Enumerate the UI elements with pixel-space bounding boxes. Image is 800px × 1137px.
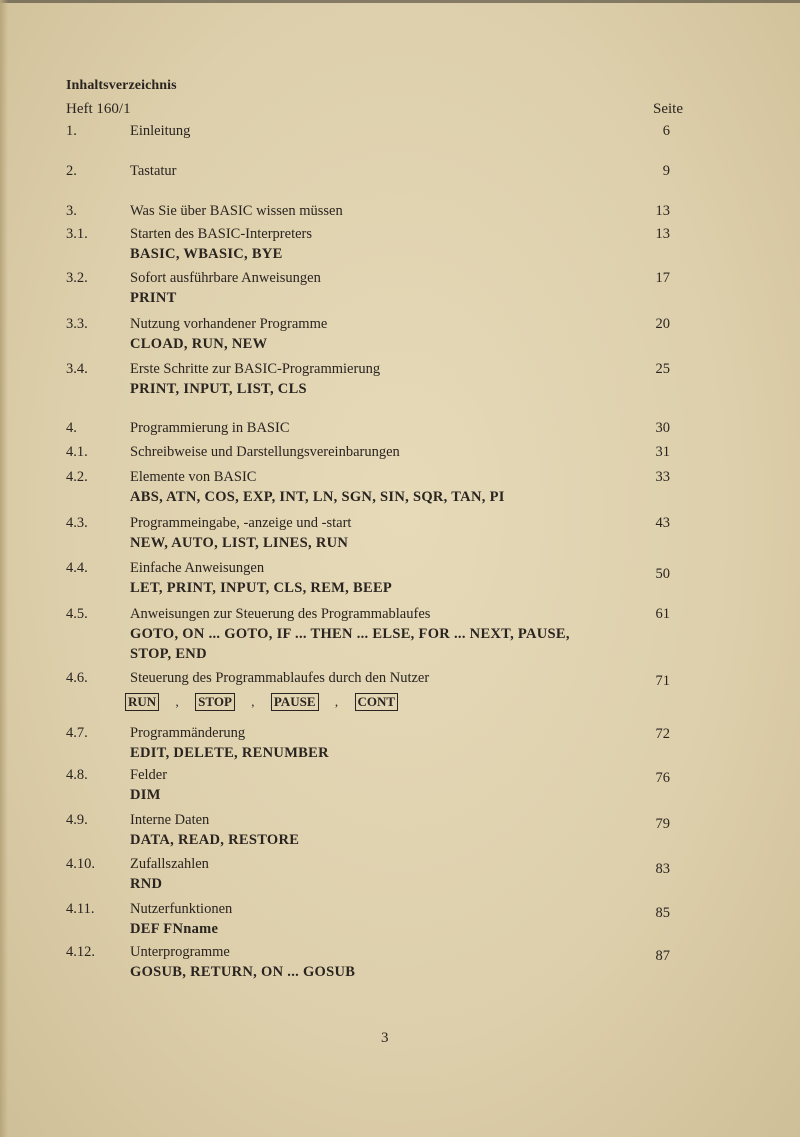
entry-number: 4.8. (66, 767, 88, 783)
entry-number: 4.3. (66, 515, 88, 531)
entry-page: 71 (655, 673, 670, 689)
entry-title: Unterprogramme (130, 944, 230, 960)
entry-page: 17 (655, 270, 670, 286)
entry-number: 4. (66, 420, 77, 436)
entry-page: 30 (655, 420, 670, 436)
entry-number: 1. (66, 123, 77, 139)
entry-page: 6 (662, 123, 670, 139)
entry-title: Programmeingabe, -anzeige und -start (130, 515, 352, 531)
entry-number: 4.9. (66, 812, 88, 828)
entry-keywords-continued: STOP, END (130, 646, 207, 662)
entry-number: 3.4. (66, 361, 88, 377)
pause-key: PAUSE (271, 693, 319, 711)
entry-number: 3. (66, 203, 77, 219)
entry-title: Sofort ausführbare Anweisungen (130, 270, 321, 286)
cont-key: CONT (355, 693, 399, 711)
stop-key: STOP (195, 693, 235, 711)
entry-page: 79 (655, 816, 670, 832)
top-edge-line (0, 0, 800, 3)
entry-page: 9 (662, 163, 670, 179)
page-number: 3 (381, 1030, 389, 1046)
entry-number: 4.1. (66, 444, 88, 460)
entry-keywords: GOSUB, RETURN, ON ... GOSUB (130, 964, 356, 980)
entry-page: 13 (655, 226, 670, 242)
entry-title: Einfache Anweisungen (130, 560, 265, 576)
entry-page: 76 (655, 770, 670, 786)
entry-keywords: EDIT, DELETE, RENUMBER (130, 745, 329, 761)
entry-number: 4.5. (66, 606, 88, 622)
entry-number: 4.4. (66, 560, 88, 576)
entry-title: Einleitung (130, 123, 191, 139)
entry-title: Erste Schritte zur BASIC-Programmierung (130, 361, 381, 377)
entry-keywords: DATA, READ, RESTORE (130, 832, 300, 848)
entry-page: 43 (655, 515, 670, 531)
key-separator: , (251, 694, 255, 709)
entry-page: 87 (655, 948, 670, 964)
key-symbols (125, 693, 398, 711)
entry-page: 25 (655, 361, 670, 377)
entry-keywords: NEW, AUTO, LIST, LINES, RUN (130, 535, 349, 551)
entry-keywords: GOTO, ON ... GOTO, IF ... THEN ... ELSE, FOR ... NEXT, PAUSE, (130, 626, 570, 642)
seite-label: Seite (653, 101, 683, 117)
entry-title: Schreibweise und Darstellungsvereinbarungen (130, 444, 400, 460)
entry-page: 72 (655, 726, 670, 742)
entry-title: Zufallszahlen (130, 856, 209, 872)
entry-page: 50 (655, 566, 670, 582)
entry-title: Anweisungen zur Steuerung des Programmablaufes (130, 606, 431, 622)
entry-keywords: DEF FNname (130, 921, 219, 937)
entry-number: 3.3. (66, 316, 88, 332)
entry-title: Steuerung des Programmablaufes durch den Nutzer (130, 670, 430, 686)
entry-number: 4.6. (66, 670, 88, 686)
entry-page: 13 (655, 203, 670, 219)
entry-title: Nutzerfunktionen (130, 901, 233, 917)
entry-number: 4.10. (66, 856, 95, 872)
key-separator: , (175, 694, 179, 709)
run-key: RUN (125, 693, 159, 711)
entry-keywords: ABS, ATN, COS, EXP, INT, LN, SGN, SIN, SQR, TAN, PI (130, 489, 505, 505)
entry-keywords: PRINT (130, 290, 177, 306)
entry-number: 3.2. (66, 270, 88, 286)
entry-title: Nutzung vorhandener Programme (130, 316, 328, 332)
left-edge-shadow (0, 0, 8, 1137)
entry-number: 4.12. (66, 944, 95, 960)
entry-keywords: RND (130, 876, 163, 892)
entry-page: 85 (655, 905, 670, 921)
entry-number: 4.2. (66, 469, 88, 485)
entry-keywords: DIM (130, 787, 161, 803)
entry-keywords: BASIC, WBASIC, BYE (130, 246, 283, 262)
entry-title: Programmierung in BASIC (130, 420, 290, 436)
entry-number: 4.11. (66, 901, 95, 917)
entry-title: Programmänderung (130, 725, 246, 741)
entry-keywords: PRINT, INPUT, LIST, CLS (130, 381, 307, 397)
entry-number: 2. (66, 163, 77, 179)
key-separator: , (334, 694, 339, 709)
heft-label: Heft 160/1 (66, 101, 131, 117)
entry-keywords: LET, PRINT, INPUT, CLS, REM, BEEP (130, 580, 393, 596)
entry-title: Tastatur (130, 163, 177, 179)
entry-title: Interne Daten (130, 812, 210, 828)
entry-page: 83 (655, 861, 670, 877)
entry-page: 20 (655, 316, 670, 332)
entry-page: 33 (655, 469, 670, 485)
entry-title: Felder (130, 767, 168, 783)
entry-page: 31 (655, 444, 670, 460)
entry-title: Was Sie über BASIC wissen müssen (130, 203, 343, 219)
toc-heading: Inhaltsverzeichnis (66, 78, 177, 93)
entry-number: 3.1. (66, 226, 88, 242)
entry-title: Starten des BASIC-Interpreters (130, 226, 313, 242)
entry-keywords: CLOAD, RUN, NEW (130, 336, 268, 352)
entry-title: Elemente von BASIC (130, 469, 257, 485)
entry-number: 4.7. (66, 725, 88, 741)
entry-page: 61 (655, 606, 670, 622)
